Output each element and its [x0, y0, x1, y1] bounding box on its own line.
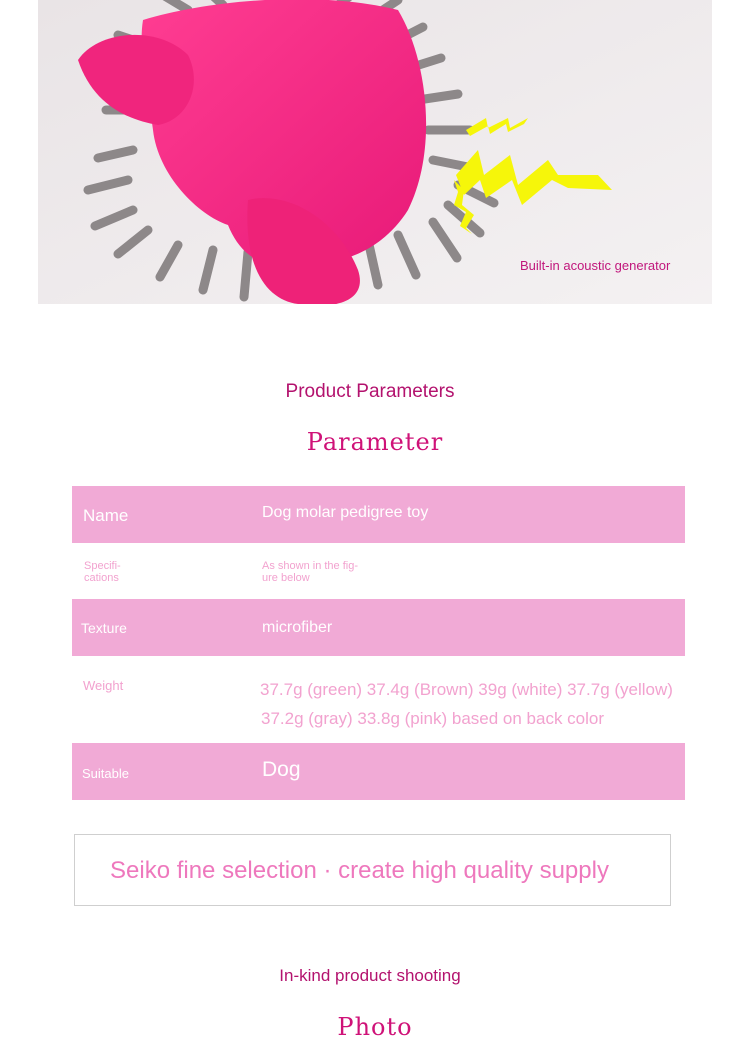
photo-heading: In-kind product shooting — [279, 966, 461, 985]
table-row-suitable — [72, 743, 685, 800]
table-row-weight — [72, 656, 685, 743]
param-label — [84, 560, 121, 584]
param-label: Texture — [81, 620, 127, 636]
param-value-line: 37.7g (green) 37.4g (Brown) 39g (white) 37.7g (yellow) — [260, 680, 673, 699]
parameters-table — [72, 486, 685, 800]
param-value: Dog molar pedigree toy — [262, 504, 429, 521]
param-value — [262, 560, 358, 584]
parameters-heading: Product Parameters — [285, 381, 455, 402]
param-value: microfiber — [262, 619, 333, 636]
hero-caption: Built-in acoustic generator — [520, 258, 671, 273]
product-hero-image — [38, 0, 712, 304]
param-label-line: Specifi- — [84, 560, 121, 572]
parameters-script-heading: Parameter — [306, 428, 444, 456]
table-row-specifications — [72, 543, 685, 599]
table-row-texture — [72, 599, 685, 656]
quality-banner — [74, 834, 671, 906]
param-value-line: ure below — [262, 572, 310, 584]
param-value-line: As shown in the fig- — [262, 560, 358, 572]
table-row-name — [72, 486, 685, 543]
banner-text: Seiko fine selection · create high quality supply — [110, 857, 609, 884]
photo-script-heading: Photo — [337, 1013, 413, 1041]
param-value — [260, 675, 673, 733]
param-label-line: cations — [84, 572, 119, 584]
param-label: Weight — [83, 678, 124, 693]
param-label: Suitable — [82, 766, 129, 781]
param-label: Name — [83, 506, 129, 525]
param-value: Dog — [262, 758, 301, 781]
param-value-line: 37.2g (gray) 33.8g (pink) based on back color — [261, 709, 605, 728]
